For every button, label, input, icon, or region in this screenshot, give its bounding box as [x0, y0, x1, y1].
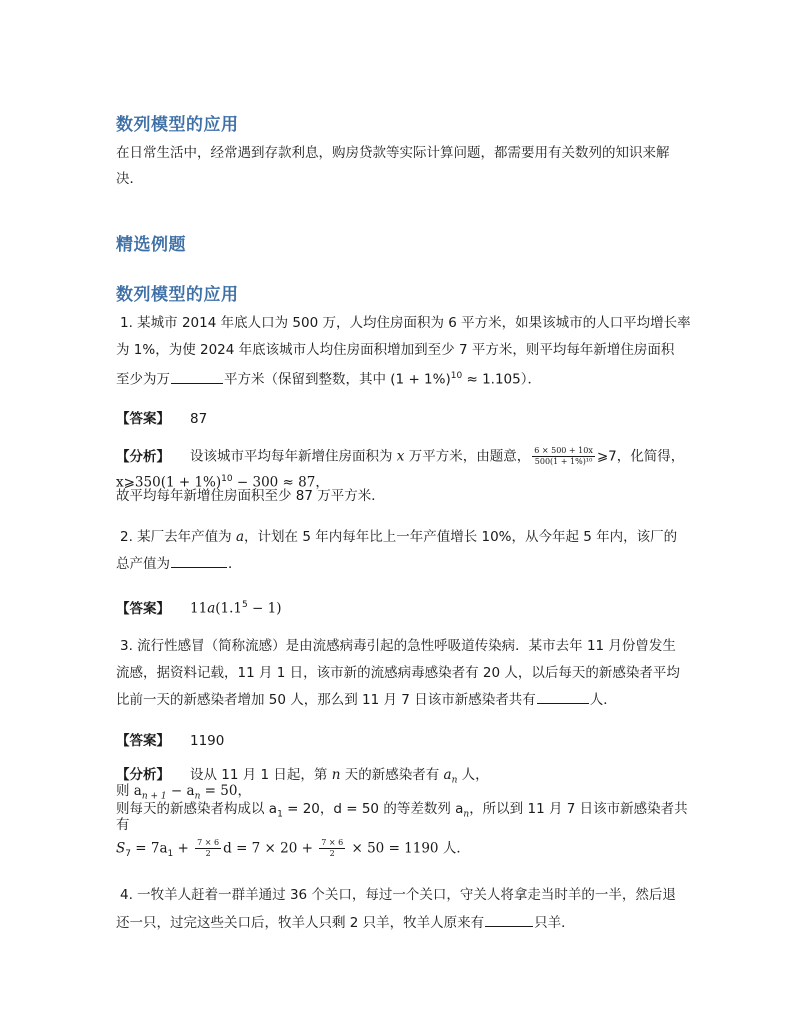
section-title-model-application-2: 数列模型的应用 [116, 285, 239, 305]
q3-answer-value: 1190 [190, 733, 225, 749]
q3-analysis-line-4: 有 [116, 817, 130, 833]
q4-answer-blank [485, 913, 533, 927]
q3-analysis-line-5: $S_7 = 7a_1$ + $\frac{7 \times 6}{2}$ d = 7 × 20 + $\frac{7 \times 6}{2}$ × 50 = 1190 人． [116, 838, 470, 860]
q1-fraction: $\frac{6 \times 500 + 10x}{\text{500(1 + 1\%)¹⁰}}$ [534, 446, 593, 466]
q1-answer-blank [171, 370, 223, 384]
section-title-selected-examples: 精选例题 [116, 235, 186, 255]
section-description-line-2: 决． [116, 171, 143, 187]
q3-line-2: 流感，据资料记载，11 月 1 日，该市新的流感病毒感染者有 20 人，以后每天的新感染者平均 [116, 665, 680, 681]
section-description-line-1: 在日常生活中，经常遇到存款利息，购房贷款等实际计算问题，都需要用有关数列的知识来解 [116, 145, 670, 161]
q1-answer-value: 87 [190, 411, 208, 427]
q1-line-3: 至少为万 平方米（保留到整数，其中 $(1 + 1\%)^{10} \approx 1.105$）． [116, 371, 541, 388]
q2-answer-blank [171, 554, 227, 568]
q2-line-1: 2. 某厂去年产值为 a，计划在 5 年内每年比上一年产值增长 10%，从今年起 5 年内，该厂的 [120, 529, 678, 545]
q1-line-2: 为 1%，为使 2024 年底该城市人均住房面积增加到至少 7 平方米，则平均每年新增住房面积 [116, 342, 675, 358]
answer-label: 【答案】 [116, 411, 170, 427]
q1-line-1: 1. 某城市 2014 年底人口为 500 万，人均住房面积为 6 平方米，如果该城市的人口平均增长率 [120, 315, 691, 331]
q3-fraction-1: $\frac{7 \times 6}{2}$ [197, 838, 220, 858]
q1-analysis-line-1: 【分析】 设该城市平均每年新增住房面积为 x 万平方米，由题意， $\frac{6 \times 500 + 10x}{\text{500(1 + 1\%)¹⁰}}$ ⩾7，化简得， [116, 446, 685, 466]
q3-analysis-line-3: 则每天的新感染者构成以 $a_1 = 20$，d = 50 的等差数列 $a_n$，所以到 11 月 7 日该市新感染者共 [116, 801, 688, 820]
q4-line-1: 4. 一牧羊人赶着一群羊通过 36 个关口，每过一个关口，守关人将拿走当时羊的一半，然后退 [120, 887, 676, 903]
q3-fraction-2: $\frac{7 \times 6}{2}$ [321, 838, 344, 858]
q1-analysis-line-2: x⩾350(1 + 1%)$^{10}$ − 300 ≈ 87， [116, 474, 329, 491]
q3-analysis-line-1: 【分析】 设从 11 月 1 日起，第 n 天的新感染者有 $a_n$ 人， [116, 767, 489, 786]
q1-analysis-line-3: 故平均每年新增住房面积至少 87 万平方米． [116, 488, 385, 504]
answer-label: 【答案】 [116, 733, 170, 749]
q3-line-3: 比前一天的新感染者增加 50 人，那么到 11 月 7 日该市新感染者共有 人． [116, 692, 617, 708]
analysis-label: 【分析】 [116, 448, 170, 465]
q4-line-2: 还一只，过完这些关口后，牧羊人只剩 2 只羊，牧羊人原来有 只羊． [116, 915, 575, 931]
q3-line-1: 3. 流行性感冒（简称流感）是由流感病毒引起的急性呼吸道传染病．某市去年 11 月份曾发生 [120, 638, 676, 654]
q3-answer [116, 732, 224, 750]
analysis-label: 【分析】 [116, 767, 170, 783]
q3-answer-blank [537, 690, 589, 704]
answer-label: 【答案】 [116, 600, 170, 617]
section-title-model-application: 数列模型的应用 [116, 115, 239, 135]
q2-line-2: 总产值为 ． [116, 556, 242, 572]
q2-answer: 【答案】 $11a(1.1^5 - 1)$ [116, 600, 282, 617]
q3-analysis-line-2: 则 $a_{n + 1} - a_n = 50$， [116, 783, 251, 802]
q1-answer [116, 410, 207, 428]
